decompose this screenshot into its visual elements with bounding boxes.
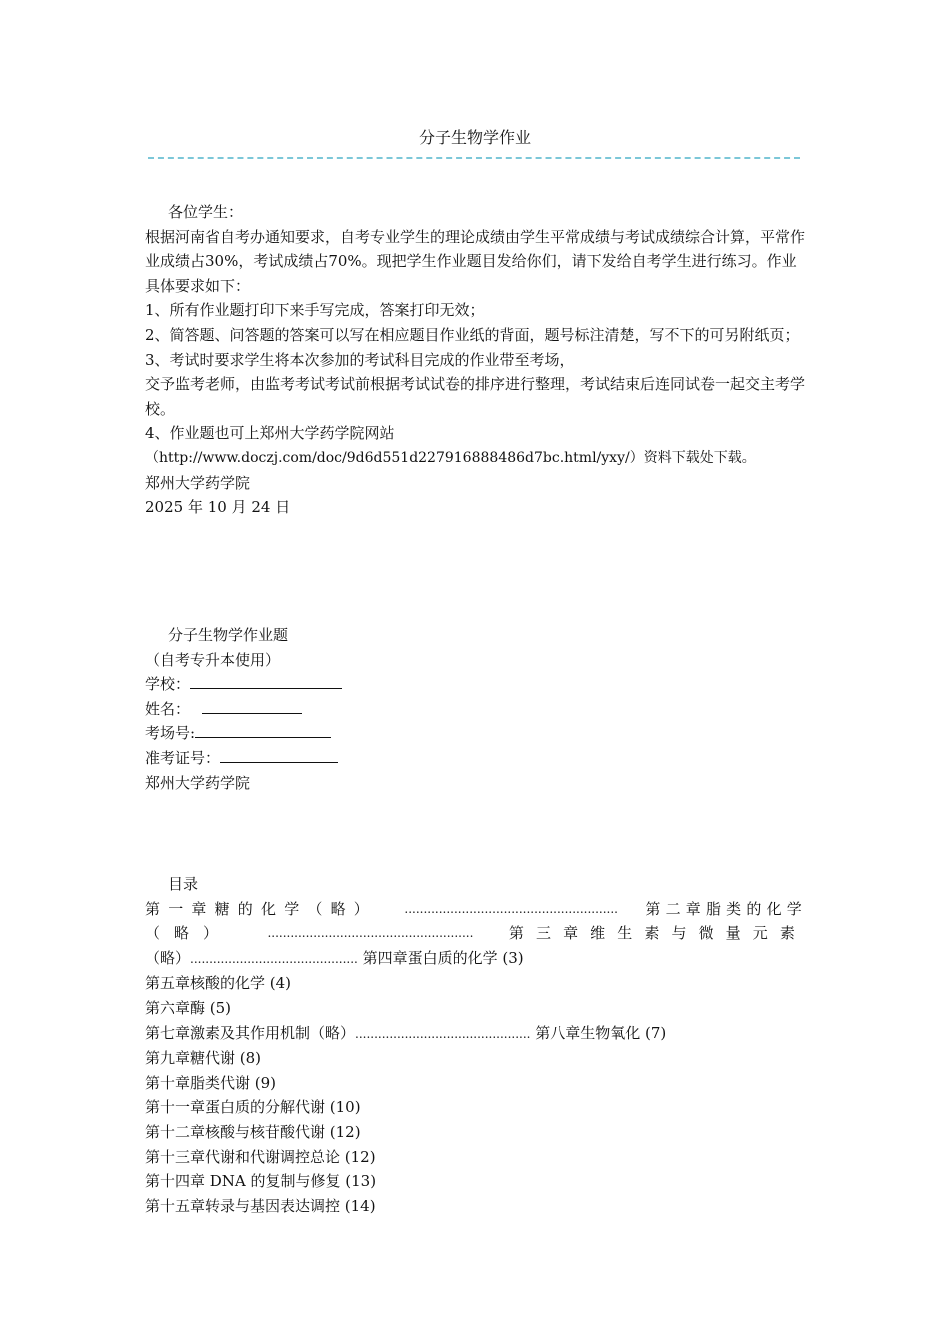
ticket-field xyxy=(145,746,807,771)
toc-ch4: 第四章蛋白质的化学 (3) xyxy=(362,948,524,967)
toc-ch5: 第五章核酸的化学 (4) xyxy=(145,974,292,993)
name-field xyxy=(145,697,807,722)
greeting: 各位学生： xyxy=(168,203,244,221)
cover-subtitle: （自考专升本使用） xyxy=(145,650,281,669)
toc-leader-1: ........................................................ xyxy=(404,901,618,916)
toc-leader-3: ............................................ xyxy=(190,951,358,966)
ticket-label: 准考证号： xyxy=(145,748,221,767)
toc-ch3-note: （略） xyxy=(145,948,191,967)
notice-paragraph: 根据河南省自考办通知要求，自考专业学生的理论成绩由学生平常成绩与考试成绩综合计算，平常作业成绩占30%，考试成绩占70%。现把学生作业题目发给你们，请下发给自考学生进行练习。作业具体要求如下： xyxy=(145,227,806,295)
school-label: 学校： xyxy=(145,675,191,694)
toc-line-1 xyxy=(145,897,807,922)
toc-ch10: 第十章脂类代谢 (9) xyxy=(145,1073,277,1092)
school-blank[interactable] xyxy=(190,673,342,689)
room-blank[interactable] xyxy=(195,722,331,738)
toc-ch6: 第六章酶 (5) xyxy=(145,998,232,1017)
dashed-divider xyxy=(148,157,800,159)
toc-line-2 xyxy=(145,921,807,946)
toc-ch15: 第十五章转录与基因表达调控 (14) xyxy=(145,1196,376,1215)
date: 2025 年 10 月 24 日 xyxy=(145,498,291,517)
cover-institution: 郑州大学药学院 xyxy=(145,773,251,792)
room-label: 考场号: xyxy=(145,724,196,743)
toc-ch11: 第十一章蛋白质的分解代谢 (10) xyxy=(145,1098,361,1117)
toc-ch8: 第八章生物氧化 (7) xyxy=(535,1023,667,1042)
toc-ch7: 第七章激素及其作用机制（略） xyxy=(145,1023,356,1042)
toc-ch9: 第九章糖代谢 (8) xyxy=(145,1049,262,1068)
toc-ch2: 第二章脂类的化学 xyxy=(645,899,807,918)
requirement-3b: 交予监考老师，由监考考试考试前根据考试试卷的排序进行整理，考试结束后连同试卷一起交主考学校。 xyxy=(145,375,806,418)
requirement-3a: 3、考试时要求学生将本次参加的考试科目完成的作业带至考场， xyxy=(145,350,575,369)
toc-ch3: 第三章维生素与微量元素 xyxy=(508,924,807,943)
requirement-1: 1、所有作业题打印下来手写完成，答案打印无效； xyxy=(145,301,485,320)
cover-title: 分子生物学作业题 xyxy=(168,626,289,644)
toc-line-7 xyxy=(145,1021,807,1047)
cover-section xyxy=(145,623,807,795)
school-field xyxy=(145,672,807,697)
room-field xyxy=(145,721,807,746)
toc-line-3 xyxy=(145,946,807,972)
requirement-4a: 4、作业题也可上郑州大学药学院网站 xyxy=(145,424,395,443)
requirement-2: 2、简答题、问答题的答案可以写在相应题目作业纸的背面，题号标注清楚，写不下的可另附纸页； xyxy=(145,325,800,344)
toc-ch1: 第一章糖的化学（略） xyxy=(145,899,378,918)
toc-ch14: 第十四章 DNA 的复制与修复 (13) xyxy=(145,1172,377,1191)
page-title: 分子生物学作业 xyxy=(418,128,531,147)
toc-leader-2: ...................................................... xyxy=(267,926,474,941)
toc-ch12: 第十二章核酸与核苷酸代谢 (12) xyxy=(145,1122,361,1141)
toc-ch13: 第十三章代谢和代谢调控总论 (12) xyxy=(145,1147,376,1166)
toc-ch2-note: （略） xyxy=(145,924,233,943)
name-blank[interactable] xyxy=(202,698,302,714)
requirement-4b-link: （http://www.doczj.com/doc/9d6d551d227916888486d7bc.html/yxy/）资料下载处下载。 xyxy=(145,449,756,466)
name-label: 姓名： xyxy=(145,699,191,718)
ticket-blank[interactable] xyxy=(220,747,338,763)
toc-section xyxy=(145,872,807,1218)
toc-heading: 目录 xyxy=(168,875,199,893)
notice-section xyxy=(145,200,807,520)
toc-leader-7: .............................................. xyxy=(355,1026,531,1041)
signature: 郑州大学药学院 xyxy=(145,473,251,492)
